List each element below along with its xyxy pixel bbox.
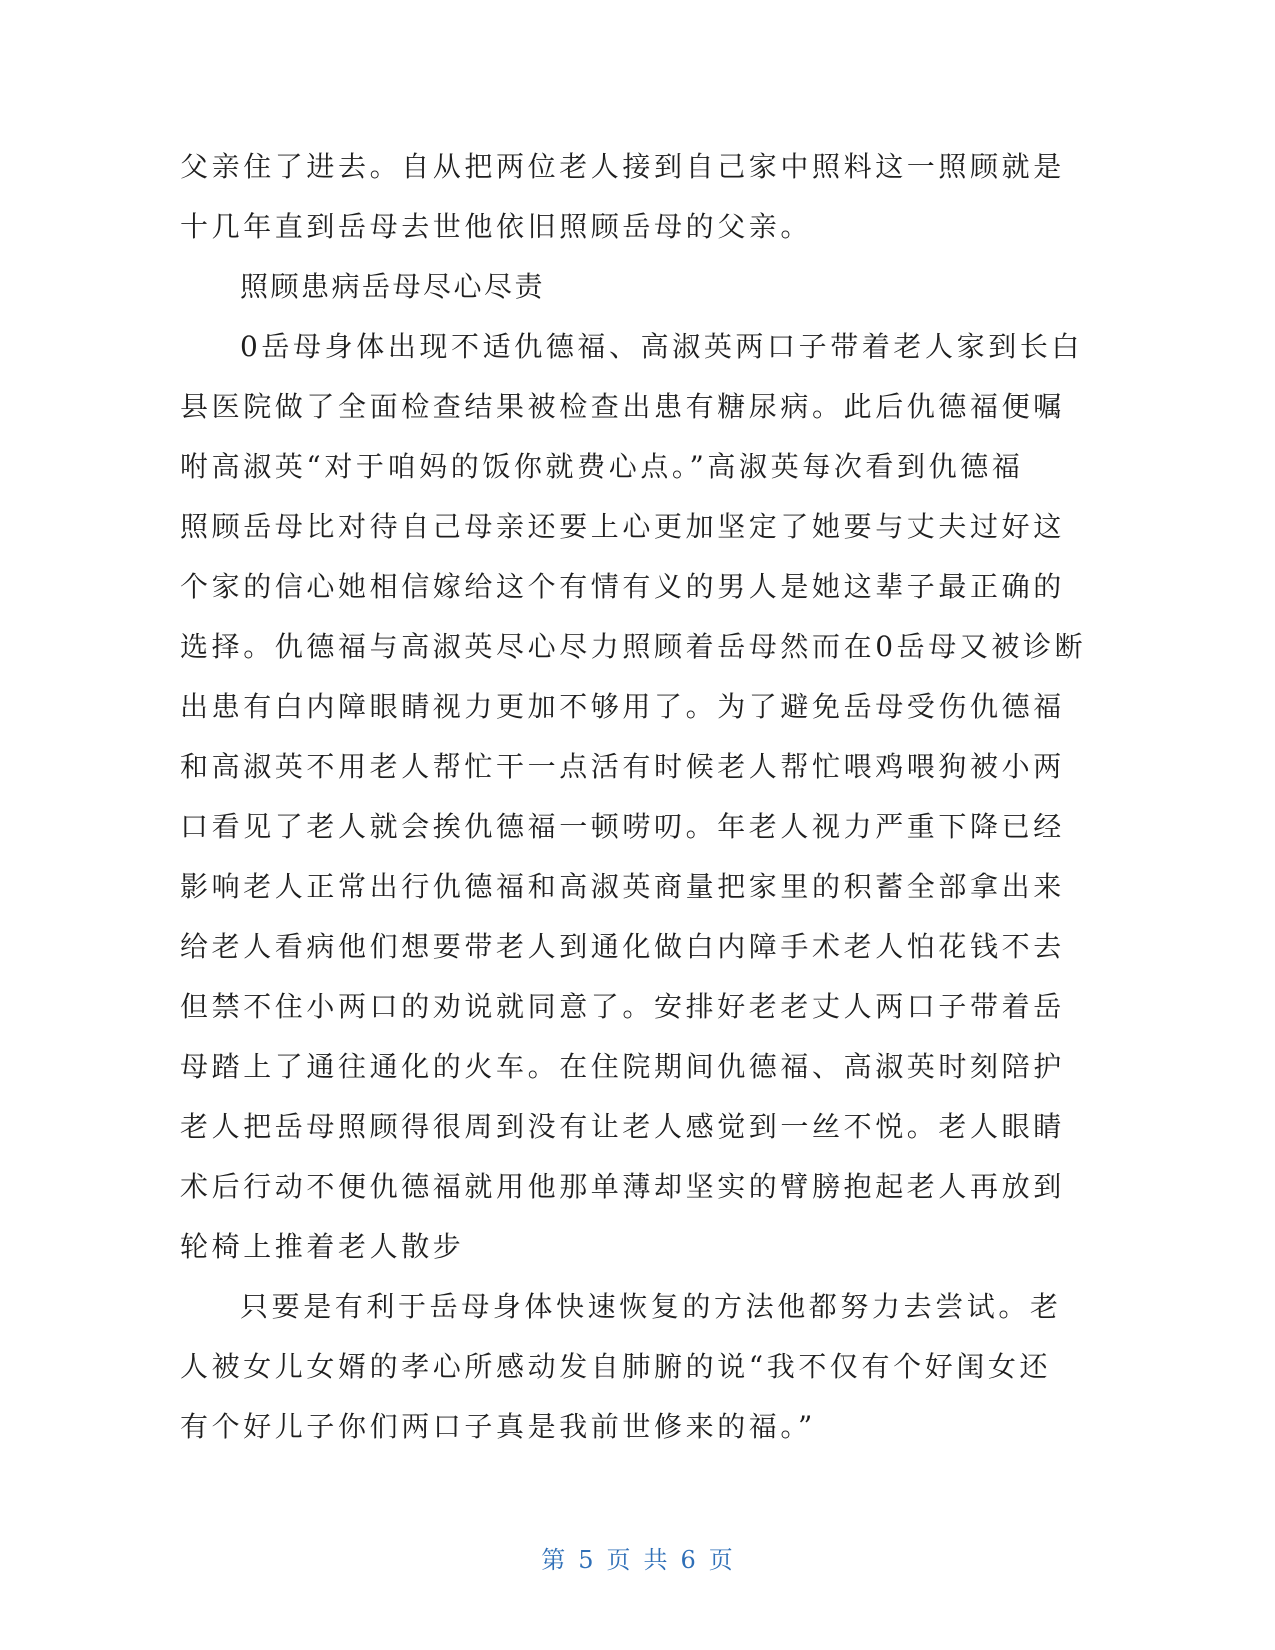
text-line: 父亲住了进去。自从把两位老人接到自己家中照料这一照顾就是 <box>180 150 1065 183</box>
text-line: 十几年直到岳母去世他依旧照顾岳母的父亲。 <box>180 210 813 243</box>
total-pages-number: 6 <box>680 1546 697 1574</box>
text-line: 只要是有利于岳母身体快速恢复的方法他都努力去尝试。老 <box>240 1290 1062 1323</box>
text-line: 出患有白内障眼睛视力更加不够用了。为了避免岳母受伤仇德福 <box>180 690 1065 723</box>
page-footer <box>0 1540 1275 1575</box>
text-line: 咐高淑英“对于咱妈的饭你就费心点。”高淑英每次看到仇德福 <box>180 450 1024 483</box>
text-line: 0岳母身体出现不适仇德福、高淑英两口子带着老人家到长白 <box>240 330 1084 363</box>
text-line: 轮椅上推着老人散步 <box>180 1230 465 1263</box>
text-line: 照顾岳母比对待自己母亲还要上心更加坚定了她要与丈夫过好这 <box>180 510 1065 543</box>
page-label-mid2: 共 <box>643 1546 669 1574</box>
text-line: 影响老人正常出行仇德福和高淑英商量把家里的积蓄全部拿出来 <box>180 870 1065 903</box>
page-label-prefix: 第 <box>541 1546 567 1574</box>
current-page-number: 5 <box>578 1546 595 1574</box>
text-line: 但禁不住小两口的劝说就同意了。安排好老老丈人两口子带着岳 <box>180 990 1065 1023</box>
text-line: 老人把岳母照顾得很周到没有让老人感觉到一丝不悦。老人眼睛 <box>180 1110 1065 1143</box>
text-line: 有个好儿子你们两口子真是我前世修来的福。” <box>180 1410 816 1443</box>
text-line: 县医院做了全面检查结果被检查出患有糖尿病。此后仇德福便嘱 <box>180 390 1065 423</box>
section-heading: 照顾患病岳母尽心尽责 <box>240 270 546 303</box>
page-label-suffix: 页 <box>708 1546 734 1574</box>
text-line: 个家的信心她相信嫁给这个有情有义的男人是她这辈子最正确的 <box>180 570 1065 603</box>
text-line: 术后行动不便仇德福就用他那单薄却坚实的臂膀抱起老人再放到 <box>180 1170 1065 1203</box>
text-line: 给老人看病他们想要带老人到通化做白内障手术老人怕花钱不去 <box>180 930 1065 963</box>
text-line: 人被女儿女婿的孝心所感动发自肺腑的说“我不仅有个好闺女还 <box>180 1350 1052 1383</box>
text-line: 母踏上了通往通化的火车。在住院期间仇德福、高淑英时刻陪护 <box>180 1050 1065 1083</box>
document-body <box>180 137 1087 1457</box>
text-line: 和高淑英不用老人帮忙干一点活有时候老人帮忙喂鸡喂狗被小两 <box>180 750 1065 783</box>
text-line: 选择。仇德福与高淑英尽心尽力照顾着岳母然而在0岳母又被诊断 <box>180 630 1087 663</box>
text-line: 口看见了老人就会挨仇德福一顿唠叨。年老人视力严重下降已经 <box>180 810 1065 843</box>
page-label-mid1: 页 <box>606 1546 632 1574</box>
